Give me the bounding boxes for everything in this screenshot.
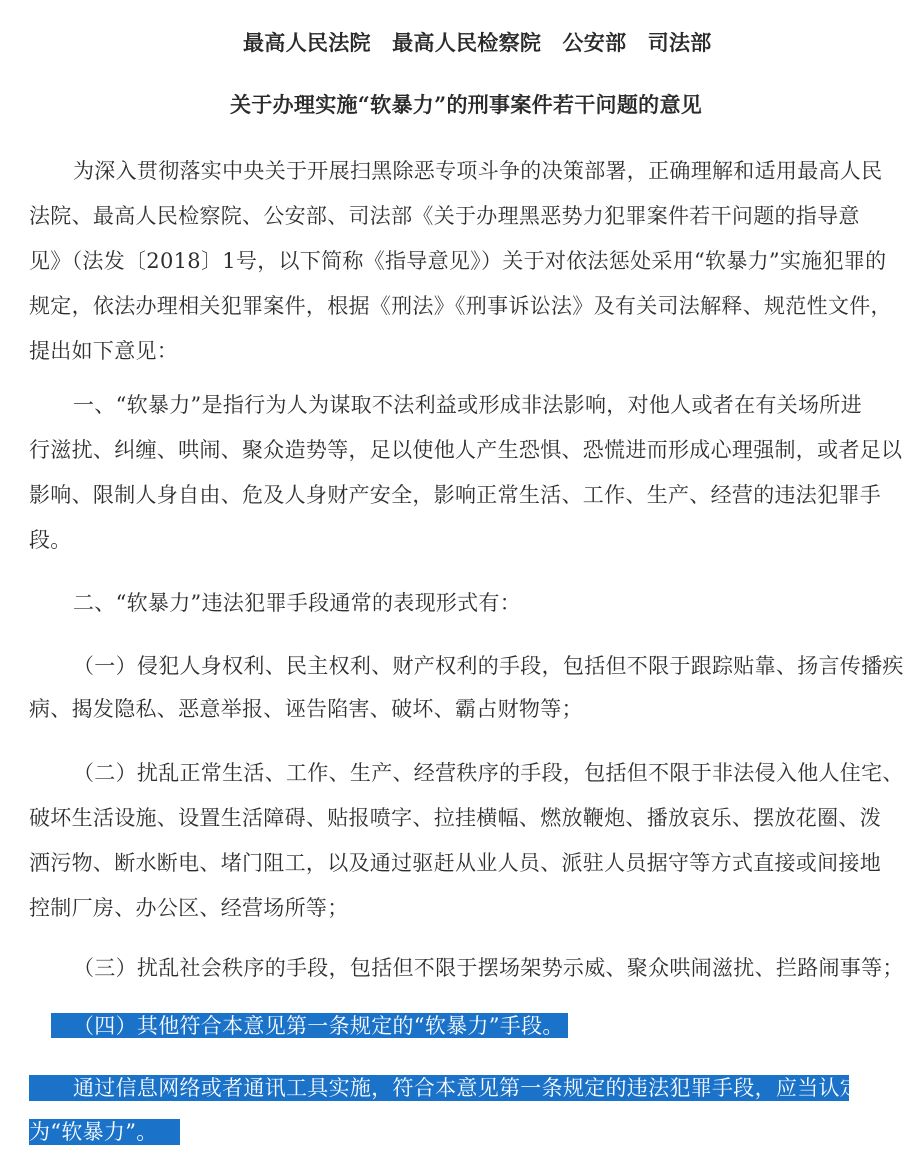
article-line: 一、“软暴力”是指行为人为谋取不法利益或形成非法影响，对他人或者在有关场所进 xyxy=(73,393,862,417)
item-3-paragraph: （三）扰乱社会秩序的手段，包括但不限于摆场架势示威、聚众哄闹滋扰、拦路闹事等； xyxy=(73,956,904,980)
preamble-line: 规定，依法办理相关犯罪案件，根据《刑法》《刑事诉讼法》及有关司法解释、规范性文件， xyxy=(29,294,892,318)
document-title: 关于办理实施“软暴力”的刑事案件若干问题的意见 xyxy=(230,92,703,117)
article-2-intro: 二、“软暴力”违法犯罪手段通常的表现形式有： xyxy=(73,591,522,615)
item-4-highlighted: （四）其他符合本意见第一条规定的“软暴力”手段。 xyxy=(51,1013,568,1038)
highlighted-line: 通过信息网络或者通讯工具实施，符合本意见第一条规定的违法犯罪手段，应当认定 xyxy=(29,1075,849,1101)
item-line: （二）扰乱正常生活、工作、生产、经营秩序的手段，包括但不限于非法侵入他人住宅、 xyxy=(73,761,904,785)
item-line: 病、揭发隐私、恶意举报、诬告陷害、破坏、霸占财物等； xyxy=(29,697,583,721)
preamble-line: 提出如下意见： xyxy=(29,339,179,363)
article-line: 行滋扰、纠缠、哄闹、聚众造势等，足以使他人产生恐惧、恐慌进而形成心理强制，或者足以 xyxy=(29,438,903,462)
preamble-line: 见》（法发〔2018〕1号，以下简称《指导意见》）关于对依法惩处采用“软暴力”实施犯罪的 xyxy=(29,249,887,273)
preamble-line: 法院、最高人民检察院、公安部、司法部《关于办理黑恶势力犯罪案件若干问题的指导意 xyxy=(29,204,860,228)
item-line: 破坏生活设施、设置生活障碍、贴报喷字、拉挂横幅、燃放鞭炮、播放哀乐、摆放花圈、泼 xyxy=(29,806,881,830)
item-line: 控制厂房、办公区、经营场所等； xyxy=(29,896,349,920)
preamble-line: 为深入贯彻落实中央关于开展扫黑除恶专项斗争的决策部署，正确理解和适用最高人民 xyxy=(73,159,883,183)
article-line: 影响、限制人身自由、危及人身财产安全，影响正常生活、工作、生产、经营的违法犯罪手 xyxy=(29,483,881,507)
item-line: （一）侵犯人身权利、民主权利、财产权利的手段，包括但不限于跟踪贴靠、扬言传播疾 xyxy=(73,654,904,678)
highlighted-line: 为“软暴力”。 xyxy=(29,1119,180,1145)
item-line: 洒污物、断水断电、堵门阻工，以及通过驱赶从业人员、派驻人员据守等方式直接或间接地 xyxy=(29,851,881,875)
issuers-heading: 最高人民法院 最高人民检察院 公安部 司法部 xyxy=(243,30,712,55)
article-line: 段。 xyxy=(29,528,72,552)
